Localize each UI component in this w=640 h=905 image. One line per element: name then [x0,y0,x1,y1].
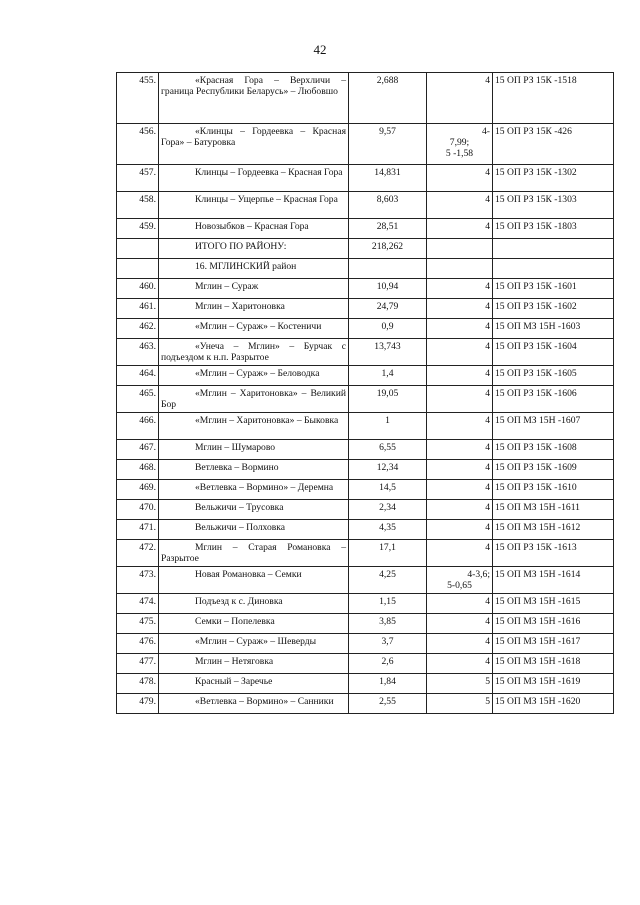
road-category-value: 4 [485,542,490,553]
road-category-value: 4 [485,482,490,493]
row-number: 479. [117,694,159,714]
road-length: 1,84 [349,674,427,694]
road-category-value: 4 [485,281,490,292]
road-category-value: 4 [485,167,490,178]
road-category-value: 4 [485,596,490,607]
road-category [427,386,493,413]
table-row [117,440,614,460]
road-category [427,654,493,674]
road-id-code: 15 ОП МЗ 15Н -1615 [493,594,614,614]
road-id-code: 15 ОП МЗ 15Н -1612 [493,520,614,540]
road-category [427,540,493,567]
road-length: 14,831 [349,165,427,192]
row-number: 472. [117,540,159,567]
table-row [117,73,614,124]
road-length: 4,25 [349,567,427,594]
road-id-code [493,259,614,279]
road-length: 13,743 [349,339,427,366]
row-number: 478. [117,674,159,694]
road-category [427,319,493,339]
row-number: 465. [117,386,159,413]
road-length: 17,1 [349,540,427,567]
row-number: 467. [117,440,159,460]
road-id-code: 15 ОП РЗ 15К -1610 [493,480,614,500]
road-name: Мглин – Шумарово [159,440,349,460]
road-length: 8,603 [349,192,427,219]
road-name: ИТОГО ПО РАЙОНУ: [159,239,349,259]
row-number [117,259,159,279]
row-number: 470. [117,500,159,520]
road-name: Новая Романовка – Семки [159,567,349,594]
road-category-value: 4 [485,522,490,533]
road-name: «Мглин – Харитоновка» – Великий Бор [159,386,349,413]
road-name: Мглин – Сураж [159,279,349,299]
road-category-value: 5 [485,676,490,687]
road-id-code: 15 ОП РЗ 15К -1609 [493,460,614,480]
roads-table-body [117,73,614,714]
table-row [117,694,614,714]
road-id-code: 15 ОП МЗ 15Н -1603 [493,319,614,339]
road-category-value: 4 [485,194,490,205]
road-length: 4,35 [349,520,427,540]
row-number [117,239,159,259]
road-length: 19,05 [349,386,427,413]
road-id-code [493,239,614,259]
table-row [117,165,614,192]
roads-table [116,72,614,714]
road-id-code: 15 ОП РЗ 15К -1518 [493,73,614,124]
road-name: «Клинцы – Гордеевка – Красная Гора» – Батуровка [159,124,349,165]
road-length: 2,34 [349,500,427,520]
road-category [427,124,493,165]
road-name: Клинцы – Ущерпье – Красная Гора [159,192,349,219]
road-length: 9,57 [349,124,427,165]
road-length: 3,85 [349,614,427,634]
road-category-value: 4 [485,636,490,647]
road-category-value: 4 [485,341,490,352]
road-length: 0,9 [349,319,427,339]
row-number: 466. [117,413,159,440]
road-category-value: 4 [485,462,490,473]
road-category [427,460,493,480]
road-category [427,299,493,319]
road-category-value: 4 [485,321,490,332]
road-category [427,73,493,124]
road-category [427,674,493,694]
table-row [117,520,614,540]
table-row [117,339,614,366]
table-row [117,674,614,694]
row-number: 459. [117,219,159,239]
row-number: 475. [117,614,159,634]
table-row [117,279,614,299]
row-number: 471. [117,520,159,540]
table-row [117,500,614,520]
road-category-value: 4 [485,415,490,426]
page-number: 42 [313,42,327,57]
road-id-code: 15 ОП РЗ 15К -1604 [493,339,614,366]
road-id-code: 15 ОП МЗ 15Н -1614 [493,567,614,594]
table-row [117,594,614,614]
road-length: 6,55 [349,440,427,460]
road-id-code: 15 ОП РЗ 15К -1608 [493,440,614,460]
road-name: Ветлевка – Вормино [159,460,349,480]
road-length: 14,5 [349,480,427,500]
road-category-detail: 5-0,65 [447,580,472,591]
road-category-value: 4 [485,656,490,667]
road-name: «Мглин – Сураж» – Беловодка [159,366,349,386]
row-number: 474. [117,594,159,614]
road-category [427,594,493,614]
road-id-code: 15 ОП РЗ 15К -1601 [493,279,614,299]
table-row [117,259,614,279]
row-number: 473. [117,567,159,594]
row-number: 468. [117,460,159,480]
row-number: 477. [117,654,159,674]
road-category [427,480,493,500]
road-category-value: 4 [485,368,490,379]
road-name: Новозыбков – Красная Гора [159,219,349,239]
road-length: 1 [349,413,427,440]
table-row [117,124,614,165]
table-row [117,386,614,413]
table-row [117,567,614,594]
road-name: Мглин – Харитоновка [159,299,349,319]
road-name: «Ветлевка – Вормино» – Деремна [159,480,349,500]
road-category-value: 4-3,6; [467,569,490,580]
road-name: «Мглин – Сураж» – Костеничи [159,319,349,339]
road-category-value: 4 [485,616,490,627]
road-id-code: 15 ОП РЗ 15К -426 [493,124,614,165]
road-id-code: 15 ОП РЗ 15К -1606 [493,386,614,413]
road-name: Мглин – Старая Романовка – Разрытое [159,540,349,567]
road-length: 1,4 [349,366,427,386]
road-id-code: 15 ОП МЗ 15Н -1618 [493,654,614,674]
road-length: 28,51 [349,219,427,239]
road-id-code: 15 ОП МЗ 15Н -1616 [493,614,614,634]
table-row [117,366,614,386]
road-length: 12,34 [349,460,427,480]
road-name: Клинцы – Гордеевка – Красная Гора [159,165,349,192]
road-category-value: 4 [485,442,490,453]
road-category [427,219,493,239]
table-row [117,319,614,339]
road-name: Красный – Заречье [159,674,349,694]
road-name: Вельжичи – Трусовка [159,500,349,520]
row-number: 476. [117,634,159,654]
table-row [117,540,614,567]
road-name: «Мглин – Сураж» – Шеверды [159,634,349,654]
road-category [427,694,493,714]
road-length: 2,55 [349,694,427,714]
road-id-code: 15 ОП РЗ 15К -1605 [493,366,614,386]
road-name: Семки – Попелевка [159,614,349,634]
road-length: 10,94 [349,279,427,299]
road-name: «Мглин – Харитоновка» – Быковка [159,413,349,440]
road-length: 218,262 [349,239,427,259]
row-number: 460. [117,279,159,299]
road-category [427,192,493,219]
row-number: 469. [117,480,159,500]
road-category [427,520,493,540]
road-category-value: 5 [485,696,490,707]
road-category [427,440,493,460]
road-id-code: 15 ОП МЗ 15Н -1607 [493,413,614,440]
road-id-code: 15 ОП МЗ 15Н -1620 [493,694,614,714]
table-row [117,192,614,219]
road-id-code: 15 ОП РЗ 15К -1303 [493,192,614,219]
road-category-value: 4 [485,301,490,312]
road-category-value: 4- [482,126,490,137]
road-category [427,366,493,386]
table-row [117,299,614,319]
road-id-code: 15 ОП МЗ 15Н -1611 [493,500,614,520]
road-category [427,634,493,654]
table-row [117,634,614,654]
road-category [427,413,493,440]
road-category [427,259,493,279]
road-category-value: 4 [485,221,490,232]
road-category [427,339,493,366]
road-id-code: 15 ОП РЗ 15К -1602 [493,299,614,319]
road-id-code: 15 ОП РЗ 15К -1613 [493,540,614,567]
road-id-code: 15 ОП РЗ 15К -1302 [493,165,614,192]
road-name: Мглин – Нетяговка [159,654,349,674]
road-name: Подъезд к с. Диновка [159,594,349,614]
road-category-detail: 7,99; [449,137,470,148]
road-category-value: 4 [485,388,490,399]
road-category [427,567,493,594]
row-number: 462. [117,319,159,339]
road-length [349,259,427,279]
row-number: 464. [117,366,159,386]
road-name: Вельжичи – Полховка [159,520,349,540]
row-number: 455. [117,73,159,124]
road-length: 24,79 [349,299,427,319]
table-row [117,480,614,500]
road-length: 3,7 [349,634,427,654]
road-category [427,500,493,520]
table-row [117,239,614,259]
road-category [427,239,493,259]
row-number: 458. [117,192,159,219]
road-category [427,279,493,299]
road-id-code: 15 ОП МЗ 15Н -1619 [493,674,614,694]
road-category [427,165,493,192]
row-number: 457. [117,165,159,192]
road-name: «Красная Гора – Верхличи – граница Республики Беларусь» – Любовшо [159,73,349,124]
row-number: 461. [117,299,159,319]
road-length: 2,688 [349,73,427,124]
row-number: 463. [117,339,159,366]
road-name: «Ветлевка – Вормино» – Санники [159,694,349,714]
road-category-value: 4 [485,502,490,513]
table-row [117,219,614,239]
road-name: 16. МГЛИНСКИЙ район [159,259,349,279]
road-category [427,614,493,634]
table-row [117,654,614,674]
table-row [117,413,614,440]
road-length: 1,15 [349,594,427,614]
road-category-detail: 5 -1,58 [445,148,474,159]
table-row [117,614,614,634]
road-length: 2,6 [349,654,427,674]
road-name: «Унеча – Мглин» – Бурчак с подъездом к н.п. Разрытое [159,339,349,366]
road-category-value: 4 [485,75,490,86]
road-id-code: 15 ОП МЗ 15Н -1617 [493,634,614,654]
table-row [117,460,614,480]
row-number: 456. [117,124,159,165]
road-id-code: 15 ОП РЗ 15К -1803 [493,219,614,239]
